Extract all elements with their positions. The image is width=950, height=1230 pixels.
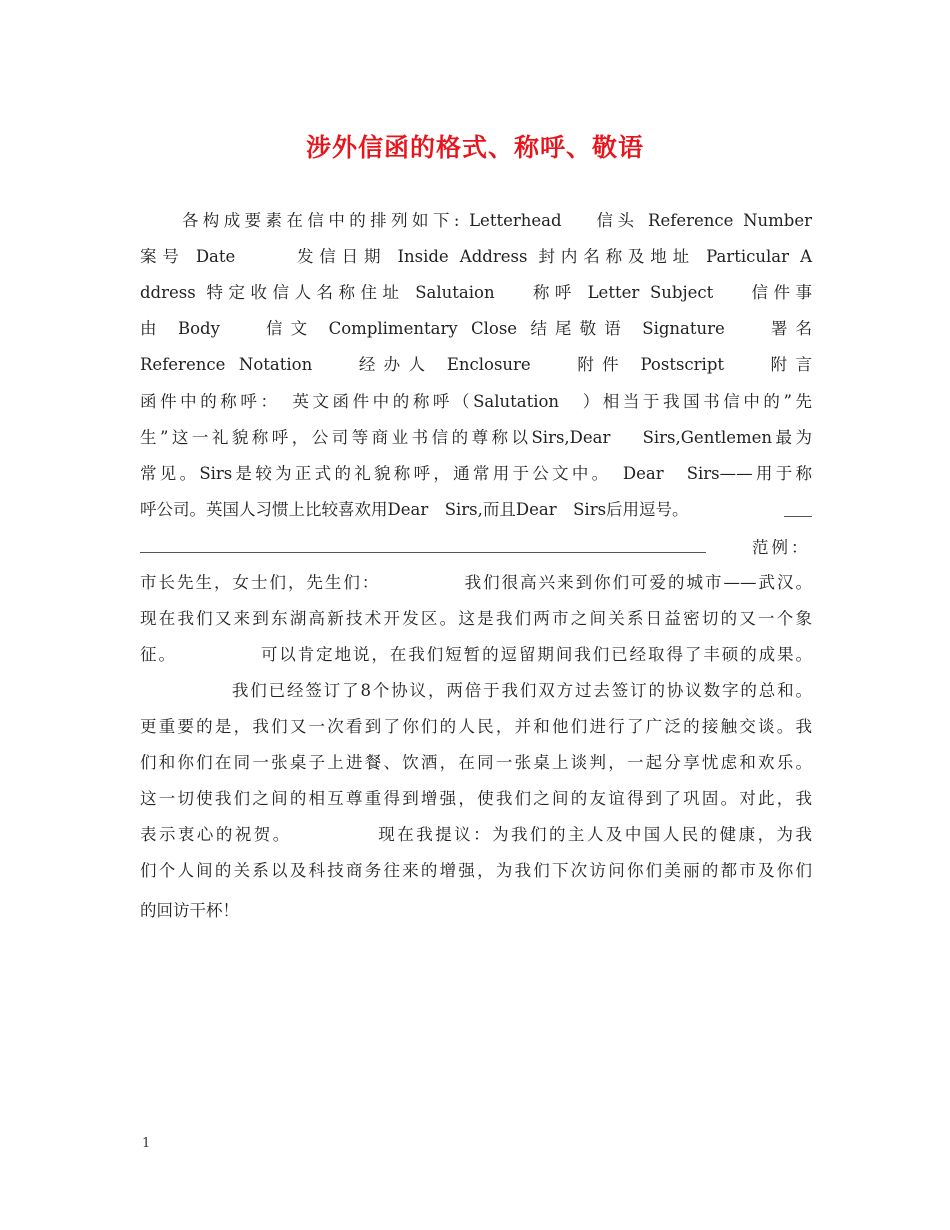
body-line-7: 这一切使我们之间的相互尊重得到增强，使我们之间的友谊得到了巩固。对此，我 [140, 789, 812, 808]
page-number: 1 [142, 1136, 151, 1151]
example-label: 范例： [752, 538, 811, 557]
intro-line-1: 各构成要素在信中的排列如下: Letterhead 信头 Reference Number [140, 211, 812, 230]
body-line-2: 现在我们又来到东湖高新技术开发区。这是我们两市之间关系日益密切的又一个象 [140, 609, 812, 628]
body-line-3: 征。 可以肯定地说，在我们短暂的逗留期间我们已经取得了丰硕的成果。 [140, 645, 812, 664]
intro-line-2: 案号 Date 发信日期 Inside Address 封内名称及地址 Particular A [140, 247, 812, 266]
intro-line-4: 由 Body 信文 Complimentary Close 结尾敬语 Signature 署名 [140, 319, 812, 338]
body-line-10: 的回访干杯！ [140, 901, 239, 920]
underline-rule-short [784, 516, 812, 517]
body-line-8: 表示衷心的祝贺。 现在我提议：为我们的主人及中国人民的健康，为我 [140, 825, 812, 844]
body-line-9: 们个人间的关系以及科技商务往来的增强，为我们下次访问你们美丽的都市及你们 [140, 861, 812, 880]
intro-line-9: 呼公司。英国人习惯上比较喜欢用Dear Sirs,而且Dear Sirs后用逗号。 [140, 500, 689, 519]
page-title: 涉外信函的格式、称呼、敬语 [305, 133, 644, 162]
underline-rule [140, 552, 706, 553]
intro-line-5: Reference Notation 经办人 Enclosure 附件 Postscript 附言 [140, 355, 812, 374]
intro-line-7: 生”这一礼貌称呼，公司等商业书信的尊称以Sirs,Dear Sirs,Gentlemen最为 [140, 428, 812, 447]
intro-line-3: ddress 特定收信人名称住址 Salutaion 称呼 Letter Subject 信件事 [140, 283, 812, 302]
body-line-1: 市长先生，女士们，先生们： 我们很高兴来到你们可爱的城市——武汉。 [140, 573, 812, 592]
body-line-6: 们和你们在同一张桌子上进餐、饮酒，在同一张桌上谈判，一起分享忧虑和欢乐。 [140, 753, 812, 772]
intro-line-6: 函件中的称呼： 英文函件中的称呼（Salutation ）相当于我国书信中的”先 [140, 392, 812, 411]
body-line-4: 我们已经签订了8个协议，两倍于我们双方过去签订的协议数字的总和。 [140, 681, 812, 700]
body-line-5: 更重要的是，我们又一次看到了你们的人民，并和他们进行了广泛的接触交谈。我 [140, 717, 812, 736]
intro-line-8: 常见。Sirs是较为正式的礼貌称呼，通常用于公文中。 Dear Sirs——用于称 [140, 464, 812, 483]
